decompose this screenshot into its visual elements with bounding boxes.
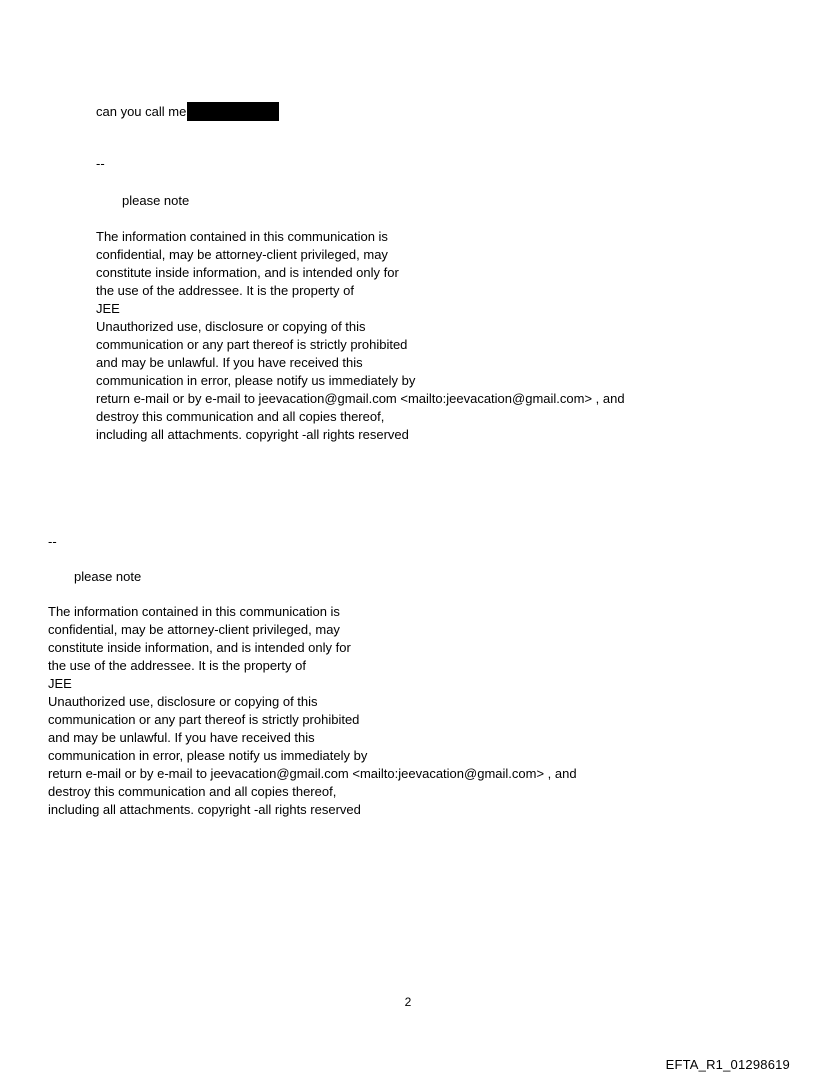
notice-line: communication in error, please notify us immediately by — [96, 373, 416, 388]
notice-line: including all attachments. copyright -all rights reserved — [48, 802, 361, 817]
bates-number: EFTA_R1_01298619 — [665, 1057, 790, 1072]
notice-line: JEE — [48, 676, 72, 691]
first-separator: -- — [96, 156, 105, 171]
notice-line: The information contained in this communication is — [96, 229, 388, 244]
notice-line: the use of the addressee. It is the property of — [96, 283, 354, 298]
second-note-heading: please note — [74, 569, 142, 584]
first-note-heading: please note — [122, 193, 190, 208]
notice-line: destroy this communication and all copies thereof, — [48, 784, 337, 799]
reply-text: can you call me — [96, 104, 187, 119]
notice-line: confidential, may be attorney-client privileged, may — [48, 622, 340, 637]
notice-line: communication in error, please notify us immediately by — [48, 748, 368, 763]
notice-line: confidential, may be attorney-client privileged, may — [96, 247, 388, 262]
redaction-bar — [187, 102, 279, 121]
notice-line: communication or any part thereof is strictly prohibited — [96, 337, 408, 352]
notice-line: and may be unlawful. If you have received this — [48, 730, 315, 745]
second-separator: -- — [48, 534, 57, 549]
notice-line: communication or any part thereof is strictly prohibited — [48, 712, 360, 727]
notice-line: constitute inside information, and is intended only for — [96, 265, 399, 280]
reply-line — [96, 102, 279, 121]
notice-line: destroy this communication and all copies thereof, — [96, 409, 385, 424]
notice-line: return e-mail or by e-mail to jeevacation@gmail.com <mailto:jeevacation@gmail.com> , and — [48, 766, 577, 781]
notice-line: return e-mail or by e-mail to jeevacation@gmail.com <mailto:jeevacation@gmail.com> , and — [96, 391, 625, 406]
notice-line: constitute inside information, and is intended only for — [48, 640, 351, 655]
notice-line: The information contained in this communication is — [48, 604, 340, 619]
notice-line: Unauthorized use, disclosure or copying of this — [48, 694, 318, 709]
second-confidentiality-notice — [48, 603, 577, 819]
first-confidentiality-notice — [96, 228, 625, 444]
notice-line: Unauthorized use, disclosure or copying of this — [96, 319, 366, 334]
page-number: 2 — [404, 995, 412, 1009]
notice-line: and may be unlawful. If you have received this — [96, 355, 363, 370]
notice-line: including all attachments. copyright -all rights reserved — [96, 427, 409, 442]
notice-line: JEE — [96, 301, 120, 316]
notice-line: the use of the addressee. It is the property of — [48, 658, 306, 673]
